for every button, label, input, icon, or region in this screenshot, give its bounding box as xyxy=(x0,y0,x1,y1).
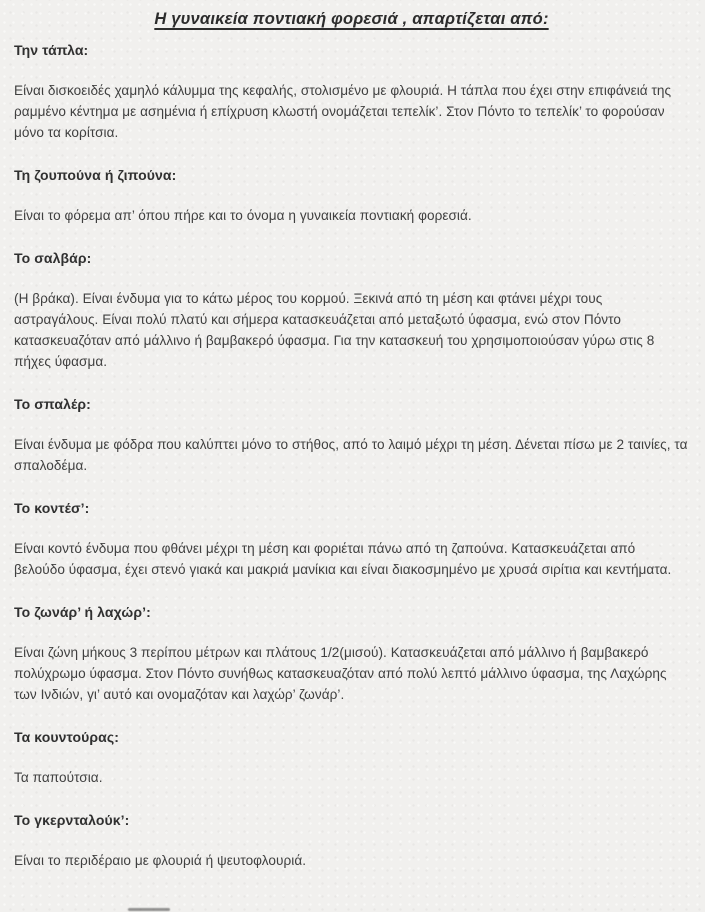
section-heading: Το σπαλέρ: xyxy=(14,396,91,412)
section-body: Είναι κοντό ένδυμα που φθάνει μέχρι τη μέση και φοριέται πάνω από τη ζαπούνα. Κατασκευάζεται από βελούδο ύφασμα, έχει στενό γιακά και μακριά μανίκια και είναι διακοσμημένο με χρυσά σιρίτια και κεντήματα. xyxy=(14,541,672,577)
section-salvar xyxy=(14,250,689,372)
page-title: Η γυναικεία ποντιακή φορεσιά , απαρτίζεται από: xyxy=(154,10,549,28)
section-body: (Η βράκα). Είναι ένδυμα για το κάτω μέρος του κορμού. Ξεκινά από τη μέση και φτάνει μέχρι τους αστραγάλους. Είναι πολύ πλατύ και σήμερα κατασκευάζεται από μεταξωτό ύφασμα, ενώ στον Πόντο κατασκευαζόταν από μάλλινο ή βαμβακερό ύφασμα. Για την κατασκευή του χρησιμοποιούσαν γύρω στις 8 πήχες ύφασμα. xyxy=(14,291,655,369)
scan-artifact xyxy=(128,908,170,911)
section-body: Τα παπούτσια. xyxy=(14,770,103,785)
section-body: Είναι ένδυμα με φόδρα που καλύπτει μόνο το στήθος, από το λαιμό μέχρι τη μέση. Δένεται πίσω με 2 ταινίες, τα σπαλοδέμα. xyxy=(14,437,688,473)
section-tapla xyxy=(14,42,689,143)
section-heading: Τα κουντούρας: xyxy=(14,729,120,745)
section-heading: Το κοντέσ’: xyxy=(14,500,90,516)
section-spaler xyxy=(14,396,689,476)
section-heading: Το ζωνάρ’ ή λαχώρ’: xyxy=(14,604,151,620)
section-body: Είναι δισκοειδές χαμηλό κάλυμμα της κεφαλής, στολισμένο με φλουριά. Η τάπλα που έχει στην επιφάνειά της ραμμένο κέντημα με ασημένια ή επίχρυση κλωστή ονομάζεται τεπελίκ’. Στον Πόντο το τεπελίκ’ το φορούσαν μόνο τα κορίτσια. xyxy=(14,83,672,140)
section-heading: Το γκερνταλούκ’: xyxy=(14,812,130,828)
section-gkerntalouk xyxy=(14,812,689,871)
section-body: Είναι το φόρεμα απ’ όπου πήρε και το όνομα η γυναικεία ποντιακή φορεσιά. xyxy=(14,208,472,223)
section-kountouras xyxy=(14,729,689,788)
section-heading: Το σαλβάρ: xyxy=(14,250,92,266)
section-heading: Την τάπλα: xyxy=(14,42,89,58)
section-zonar xyxy=(14,604,689,705)
section-body: Είναι ζώνη μήκους 3 περίπου μέτρων και πλάτους 1/2(μισού). Κατασκευάζεται από μάλλινο ή βαμβακερό πολύχρωμο ύφασμα. Στον Πόντο συνήθως κατασκευαζόταν από πολύ λεπτό μάλλινο ύφασμα, της Λαχώρης των Ινδιών, γι’ αυτό και ονομαζόταν και λαχώρ’ ζωνάρ’. xyxy=(14,645,667,702)
section-zoupouna xyxy=(14,167,689,226)
section-body: Είναι το περιδέραιο με φλουριά ή ψευτοφλουριά. xyxy=(14,853,307,868)
section-heading: Τη ζουπούνα ή ζιπούνα: xyxy=(14,167,177,183)
section-kontes xyxy=(14,500,689,580)
